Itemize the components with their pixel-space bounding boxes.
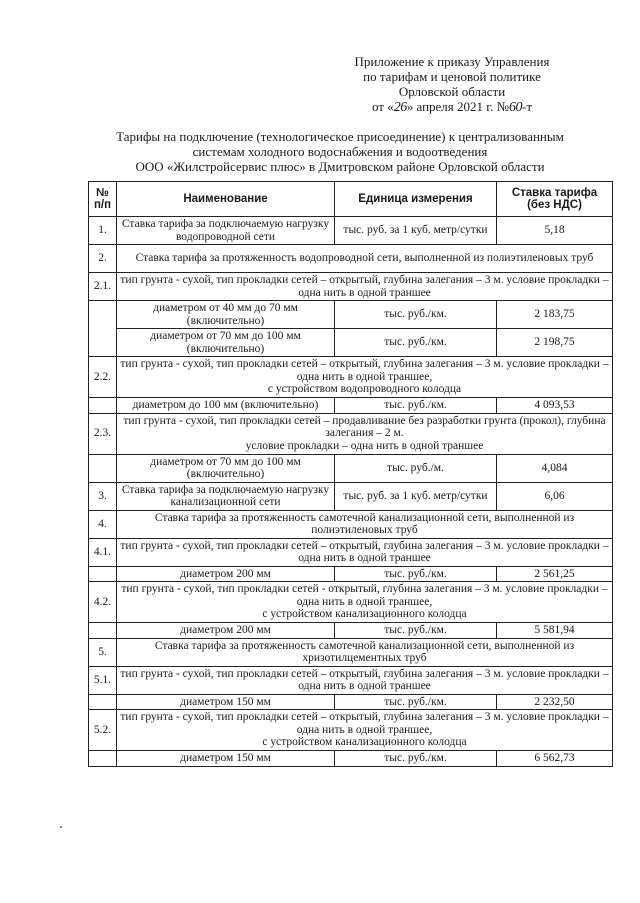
header-unit: Единица измерения: [335, 182, 497, 217]
tariff-table: [88, 181, 613, 767]
title-line-3: ООО «Жилстройсервис плюс» в Дмитровском районе Орловской области: [135, 159, 545, 174]
header-name: Наименование: [117, 182, 335, 217]
table-row: диаметром 200 мм тыс. руб./км. 2 561,25: [89, 566, 613, 582]
scan-speck: [60, 826, 62, 828]
table-row: 2. Ставка тарифа за протяженность водопроводной сети, выполненной из полиэтиленовых труб: [89, 245, 613, 273]
appendix-line-1: Приложение к приказу Управления: [354, 54, 550, 69]
table-row: 4.2. тип грунта - сухой, тип прокладки сетей - открытый, глубина залегания – 3 м. условие прокладки – одна нить в одной траншее, с устройством канализационного колодца: [89, 582, 613, 623]
table-row: диаметром 200 мм тыс. руб./км. 5 581,94: [89, 623, 613, 639]
handwritten-order-number: 60: [509, 100, 523, 115]
table-row: 2.2. тип грунта - сухой, тип прокладки сетей – открытый, глубина залегания – 3 м. условие прокладки – одна нить в одной траншее, с устройством водопроводного колодца: [89, 357, 613, 398]
table-row: диаметром до 100 мм (включительно) тыс. руб./км. 4 093,53: [89, 398, 613, 414]
title-line-2: системам холодного водоснабжения и водоотведения: [192, 144, 488, 159]
table-row: 3. Ставка тарифа за подключаемую нагрузку канализационной сети тыс. руб. за 1 куб. метр/сутки 6,06: [89, 482, 613, 510]
table-row: диаметром от 70 мм до 100 мм (включительно) тыс. руб./км. 2 198,75: [89, 329, 613, 357]
table-row: 1. Ставка тарифа за подключаемую нагрузку водопроводной сети тыс. руб. за 1 куб. метр/сутки 5,18: [89, 217, 613, 245]
appendix-header: [302, 54, 602, 115]
appendix-line-3: Орловской области: [398, 84, 506, 99]
table-row: 2.1. тип грунта - сухой, тип прокладки сетей – открытый, глубина залегания – 3 м. условие прокладки – одна нить в одной траншее: [89, 273, 613, 301]
document-title: [40, 129, 640, 174]
handwritten-day: 26: [393, 100, 407, 115]
table-row: 5.1. тип грунта - сухой, тип прокладки сетей – открытый, глубина залегания – 3 м. условие прокладки – одна нить в одной траншее: [89, 666, 613, 694]
table-row: 4.1. тип грунта - сухой, тип прокладки сетей – открытый, глубина залегания – 3 м. условие прокладки – одна нить в одной траншее: [89, 538, 613, 566]
table-row: диаметром 150 мм тыс. руб./км. 6 562,73: [89, 751, 613, 767]
table-row: диаметром 150 мм тыс. руб./км. 2 232,50: [89, 694, 613, 710]
table-row: диаметром от 40 мм до 70 мм (включительно) тыс. руб./км. 2 183,75: [89, 301, 613, 329]
table-header-row: [89, 182, 613, 217]
order-date-line: от «26» апреля 2021 г. №60-т: [371, 99, 533, 115]
title-line-1: Тарифы на подключение (технологическое присоединение) к централизованным: [116, 129, 564, 144]
table-row: диаметром от 70 мм до 100 мм (включительно) тыс. руб./м. 4,084: [89, 454, 613, 482]
appendix-line-2: по тарифам и ценовой политике: [363, 69, 541, 84]
table-row: 4. Ставка тарифа за протяженность самотечной канализационной сети, выполненной из полиэтиленовых труб: [89, 510, 613, 538]
table-row: 5. Ставка тарифа за протяженность самотечной канализационной сети, выполненной из хризотилцементных труб: [89, 638, 613, 666]
table-row: 2.3. тип грунта - сухой, тип прокладки сетей – продавливание без разработки грунта (прокол), глубина залегания – 2 м. условие прокладки – одна нить в одной траншее: [89, 413, 613, 454]
header-num: № п/п: [89, 182, 117, 217]
table-row: 5.2. тип грунта - сухой, тип прокладки сетей – открытый, глубина залегания – 3 м. условие прокладки – одна нить в одной траншее, с устройством канализационного колодца: [89, 710, 613, 751]
header-rate: Ставка тарифа (без НДС): [497, 182, 613, 217]
